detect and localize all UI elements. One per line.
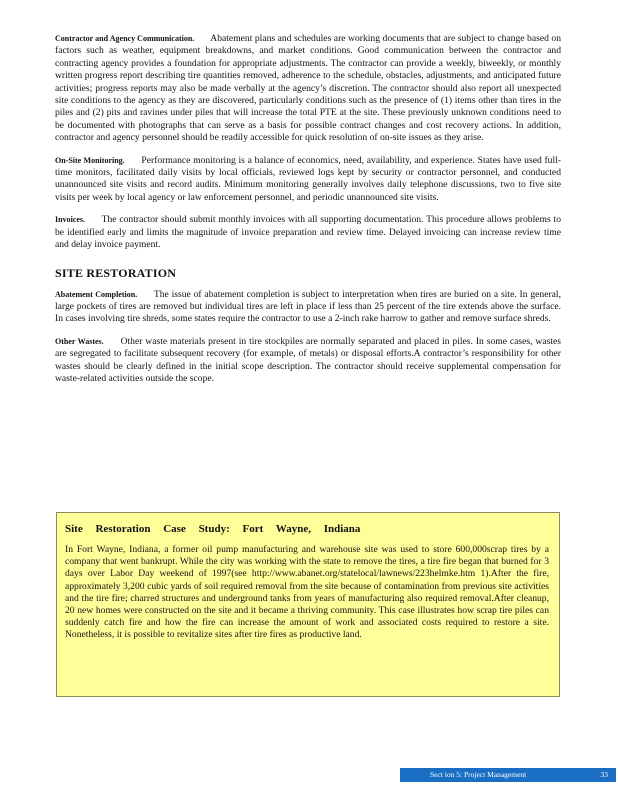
paragraph-other-wastes [55,336,561,386]
runin-heading-contractor-communication: Contractor and Agency Communication. [55,34,195,43]
paragraph-text: Other waste materials present in tire stockpiles are normally separated and placed in piles. In some cases, wastes are segregated to facilitate subsequent recovery (for example, of metals) or disposal efforts.A contractor’s responsibility for other wastes should be clearly defined in the initial scope description. The contractor should receive supplemental compensation for waste-related activities outside the scope. [55,335,561,384]
paragraph-text: Performance monitoring is a balance of economics, need, availability, and experience. States have used full-time monitors, facilitated daily visits by local officials, reviewed logs kept by security or contractor personnel, and conducted unannounced site visits and record audits. Minimum monitoring generally involves daily telephone discussions, two to five site visits per week by local agency or law enforcement personnel, and periodic unannounced site visits. [55,154,561,203]
footer-section-label: Sect ion 5: Project Management [430,770,527,779]
runin-heading-invoices: Invoices. [55,215,85,225]
paragraph-contractor-communication [55,33,561,145]
case-study-title: Site Restoration Case Study: Fort Wayne, Indiana [65,523,361,535]
runin-heading-onsite-monitoring: On-Site Monitoring. [55,155,125,165]
case-study-box [56,512,560,697]
footer-page-number: 33 [600,770,608,779]
document-body [55,33,561,395]
paragraph-text: Abatement plans and schedules are working documents that are subject to change based on factors such as weather, equipment breakdowns, and market conditions. Good communication between the contractor and contracting agency provides a foundation for appropriate adjustments. The contractor can provide a weekly, biweekly, or monthly written progress report describing tire quantities removed, adherence to the schedule, obstacles, adjustments, and anticipated future activities; progress reports may also be made verbally at the agency’s discretion. The contractor should also report all unexpected site conditions to the agency as they are discovered, particularly conditions such as the presence of (1) items other than tires in the piles and (2) pits and ravines under piles that will increase the total PTE at the site. These previously unknown conditions need to be documented with photographs that can serve as a basis for possible contract changes and cost recovery actions. In addition, contractor and agency personnel should be readily accessible for quick resolution of on-site issues as they arise. [55,33,561,144]
paragraph-text: The contractor should submit monthly invoices with all supporting documentation. This procedure allows problems to be identified early and limits the magnitude of invoice preparation and review time. Delayed invoicing can increase review time and delay invoice payment. [55,214,561,251]
paragraph-onsite-monitoring [55,155,561,205]
runin-heading-other-wastes: Other Wastes. [55,336,104,346]
paragraph-invoices [55,214,561,251]
case-study-text: In Fort Wayne, Indiana, a former oil pump manufacturing and warehouse site was used to store 600,000scrap tires by a company that went bankrupt. While the city was working with the state to remove the tires, a tire fire began that burned for 3 days over Labor Day weekend of 1997(see http://www.abanet.org/statelocal/lawnews/223helmke.htm 1).After the fire, approximately 3,200 cubic yards of soil required removal from the site because of contamination from previous site activities and the tire fire; charred structures and underground tanks from years of manufacturing also required removal.After cleanup, 20 new homes were constructed on the site and it became a thriving community. This case illustrates how scrap tire piles can suddenly catch fire and how the fire can increase the amount of work and associated costs required to restore a site. Nonetheless, it is possible to revitalize sites after tire fires as productive land. [65,544,549,641]
section-heading-site-restoration: SITE RESTORATION [55,265,177,280]
paragraph-abatement-completion [55,289,561,326]
paragraph-text: The issue of abatement completion is subject to interpretation when tires are buried on a site. In general, large pockets of tires are removed but individual tires are left in place if less than 25 percent of the tire extends above the surface. In cases involving tire shreds, some states require the contractor to use a 2-inch rake harrow to gather and remove surface shreds. [55,288,561,325]
runin-heading-abatement-completion: Abatement Completion. [55,289,138,299]
page-footer [400,768,616,782]
